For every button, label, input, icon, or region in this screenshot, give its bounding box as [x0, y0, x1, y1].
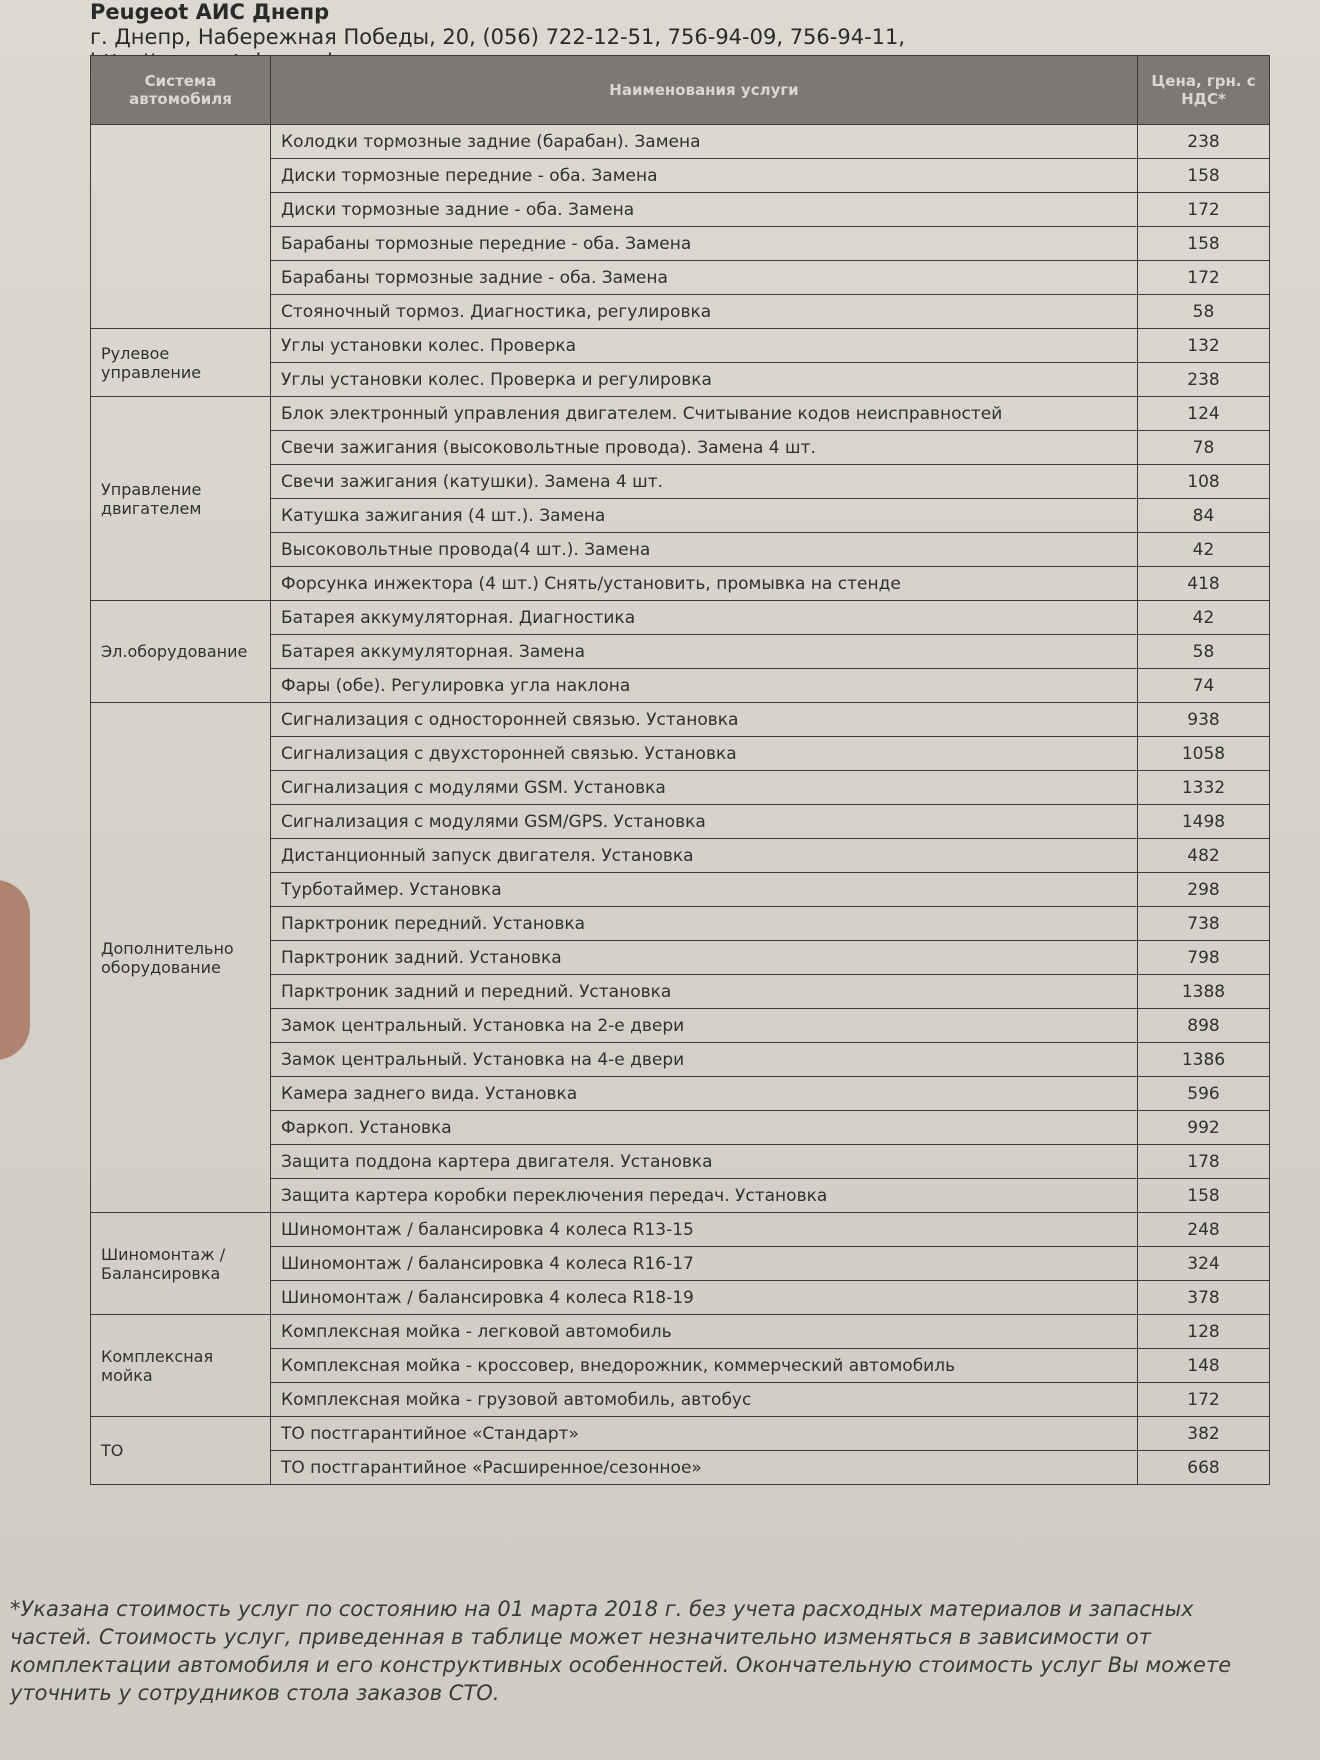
price-cell: 938: [1138, 703, 1270, 737]
price-cell: 382: [1138, 1417, 1270, 1451]
service-name-cell: Сигнализация с односторонней связью. Установка: [271, 703, 1138, 737]
thumb: [0, 880, 30, 1060]
system-category-cell: Шиномонтаж / Балансировка: [91, 1213, 271, 1315]
price-cell: 298: [1138, 873, 1270, 907]
price-cell: 148: [1138, 1349, 1270, 1383]
system-category-cell: Дополнительно оборудование: [91, 703, 271, 1213]
col-service-header: Наименования услуги: [271, 56, 1138, 125]
price-cell: 158: [1138, 227, 1270, 261]
service-name-cell: Сигнализация с модулями GSM/GPS. Установка: [271, 805, 1138, 839]
table-row: [91, 601, 1270, 635]
service-name-cell: Свечи зажигания (катушки). Замена 4 шт.: [271, 465, 1138, 499]
service-name-cell: Дистанционный запуск двигателя. Установка: [271, 839, 1138, 873]
service-name-cell: Комплексная мойка - легковой автомобиль: [271, 1315, 1138, 1349]
table-row: [91, 329, 1270, 363]
price-table: [90, 55, 1270, 1485]
service-name-cell: Камера заднего вида. Установка: [271, 1077, 1138, 1111]
service-name-cell: Шиномонтаж / балансировка 4 колеса R16-17: [271, 1247, 1138, 1281]
price-cell: 1386: [1138, 1043, 1270, 1077]
price-cell: 42: [1138, 601, 1270, 635]
company-name: Peugeot АИС Днепр: [90, 0, 330, 24]
price-cell: 992: [1138, 1111, 1270, 1145]
price-cell: 898: [1138, 1009, 1270, 1043]
price-cell: 668: [1138, 1451, 1270, 1485]
price-table-body: [91, 125, 1270, 1485]
service-name-cell: Фаркоп. Установка: [271, 1111, 1138, 1145]
table-row: [91, 1417, 1270, 1451]
price-cell: 128: [1138, 1315, 1270, 1349]
service-name-cell: Шиномонтаж / балансировка 4 колеса R13-15: [271, 1213, 1138, 1247]
price-cell: 1332: [1138, 771, 1270, 805]
service-name-cell: Барабаны тормозные передние - оба. Замена: [271, 227, 1138, 261]
address-text: г. Днепр, Набережная Победы, 20, (056) 722-12-51, 756-94-09, 756-94-11,: [90, 25, 906, 49]
price-cell: 42: [1138, 533, 1270, 567]
service-name-cell: Углы установки колес. Проверка и регулировка: [271, 363, 1138, 397]
service-name-cell: Форсунка инжектора (4 шт.) Снять/установить, промывка на стенде: [271, 567, 1138, 601]
service-name-cell: Диски тормозные передние - оба. Замена: [271, 159, 1138, 193]
price-cell: 172: [1138, 193, 1270, 227]
price-cell: 238: [1138, 125, 1270, 159]
service-name-cell: ТО постгарантийное «Расширенное/сезонное»: [271, 1451, 1138, 1485]
service-name-cell: Сигнализация с модулями GSM. Установка: [271, 771, 1138, 805]
system-category-cell: Эл.оборудование: [91, 601, 271, 703]
service-name-cell: Батарея аккумуляторная. Замена: [271, 635, 1138, 669]
price-cell: 248: [1138, 1213, 1270, 1247]
service-name-cell: Защита поддона картера двигателя. Установка: [271, 1145, 1138, 1179]
price-cell: 738: [1138, 907, 1270, 941]
price-cell: 378: [1138, 1281, 1270, 1315]
price-cell: 1388: [1138, 975, 1270, 1009]
table-header-row: [91, 56, 1270, 125]
price-cell: 158: [1138, 159, 1270, 193]
service-name-cell: Свечи зажигания (высоковольтные провода). Замена 4 шт.: [271, 431, 1138, 465]
price-cell: 418: [1138, 567, 1270, 601]
price-cell: 1058: [1138, 737, 1270, 771]
col-system-header: Система автомобиля: [91, 56, 271, 125]
service-name-cell: ТО постгарантийное «Стандарт»: [271, 1417, 1138, 1451]
price-cell: 78: [1138, 431, 1270, 465]
price-cell: 108: [1138, 465, 1270, 499]
service-name-cell: Барабаны тормозные задние - оба. Замена: [271, 261, 1138, 295]
system-category-cell: Управление двигателем: [91, 397, 271, 601]
service-name-cell: Замок центральный. Установка на 4-е двери: [271, 1043, 1138, 1077]
table-row: [91, 1213, 1270, 1247]
service-name-cell: Углы установки колес. Проверка: [271, 329, 1138, 363]
service-name-cell: Диски тормозные задние - оба. Замена: [271, 193, 1138, 227]
service-name-cell: Комплексная мойка - грузовой автомобиль, автобус: [271, 1383, 1138, 1417]
price-cell: 74: [1138, 669, 1270, 703]
system-category-cell: Комплексная мойка: [91, 1315, 271, 1417]
service-name-cell: Парктроник задний и передний. Установка: [271, 975, 1138, 1009]
service-name-cell: Парктроник передний. Установка: [271, 907, 1138, 941]
service-name-cell: Батарея аккумуляторная. Диагностика: [271, 601, 1138, 635]
price-cell: 1498: [1138, 805, 1270, 839]
price-cell: 178: [1138, 1145, 1270, 1179]
table-row: [91, 125, 1270, 159]
service-name-cell: Катушка зажигания (4 шт.). Замена: [271, 499, 1138, 533]
system-category-cell: ТО: [91, 1417, 271, 1485]
service-name-cell: Парктроник задний. Установка: [271, 941, 1138, 975]
table-row: [91, 1315, 1270, 1349]
service-name-cell: Сигнализация с двухсторонней связью. Установка: [271, 737, 1138, 771]
price-cell: 172: [1138, 1383, 1270, 1417]
footnote: *Указана стоимость услуг по состоянию на 01 марта 2018 г. без учета расходных материалов и запасных частей. Стоимость услуг, приведенная в таблице может незначительно изменяться в зависимости от комплектации автомобиля и его конструктивных особенностей. Окончательную стоимость услуг Вы можете уточнить у сотрудников стола заказов СТО.: [10, 1597, 1232, 1705]
price-cell: 132: [1138, 329, 1270, 363]
price-cell: 798: [1138, 941, 1270, 975]
price-cell: 58: [1138, 635, 1270, 669]
price-cell: 58: [1138, 295, 1270, 329]
service-name-cell: Колодки тормозные задние (барабан). Замена: [271, 125, 1138, 159]
price-cell: 84: [1138, 499, 1270, 533]
table-row: [91, 703, 1270, 737]
service-name-cell: Фары (обе). Регулировка угла наклона: [271, 669, 1138, 703]
service-name-cell: Турботаймер. Установка: [271, 873, 1138, 907]
system-category-cell: Рулевое управление: [91, 329, 271, 397]
price-cell: 324: [1138, 1247, 1270, 1281]
price-cell: 172: [1138, 261, 1270, 295]
price-cell: 238: [1138, 363, 1270, 397]
col-price-header: Цена, грн. с НДС*: [1138, 56, 1270, 125]
service-name-cell: Замок центральный. Установка на 2-е двери: [271, 1009, 1138, 1043]
service-name-cell: Комплексная мойка - кроссовер, внедорожник, коммерческий автомобиль: [271, 1349, 1138, 1383]
price-cell: 124: [1138, 397, 1270, 431]
service-name-cell: Блок электронный управления двигателем. Считывание кодов неисправностей: [271, 397, 1138, 431]
service-name-cell: Защита картера коробки переключения передач. Установка: [271, 1179, 1138, 1213]
system-category-cell: [91, 125, 271, 329]
service-name-cell: Стояночный тормоз. Диагностика, регулировка: [271, 295, 1138, 329]
service-name-cell: Шиномонтаж / балансировка 4 колеса R18-19: [271, 1281, 1138, 1315]
table-row: [91, 397, 1270, 431]
price-cell: 482: [1138, 839, 1270, 873]
price-cell: 596: [1138, 1077, 1270, 1111]
price-cell: 158: [1138, 1179, 1270, 1213]
service-name-cell: Высоковольтные провода(4 шт.). Замена: [271, 533, 1138, 567]
